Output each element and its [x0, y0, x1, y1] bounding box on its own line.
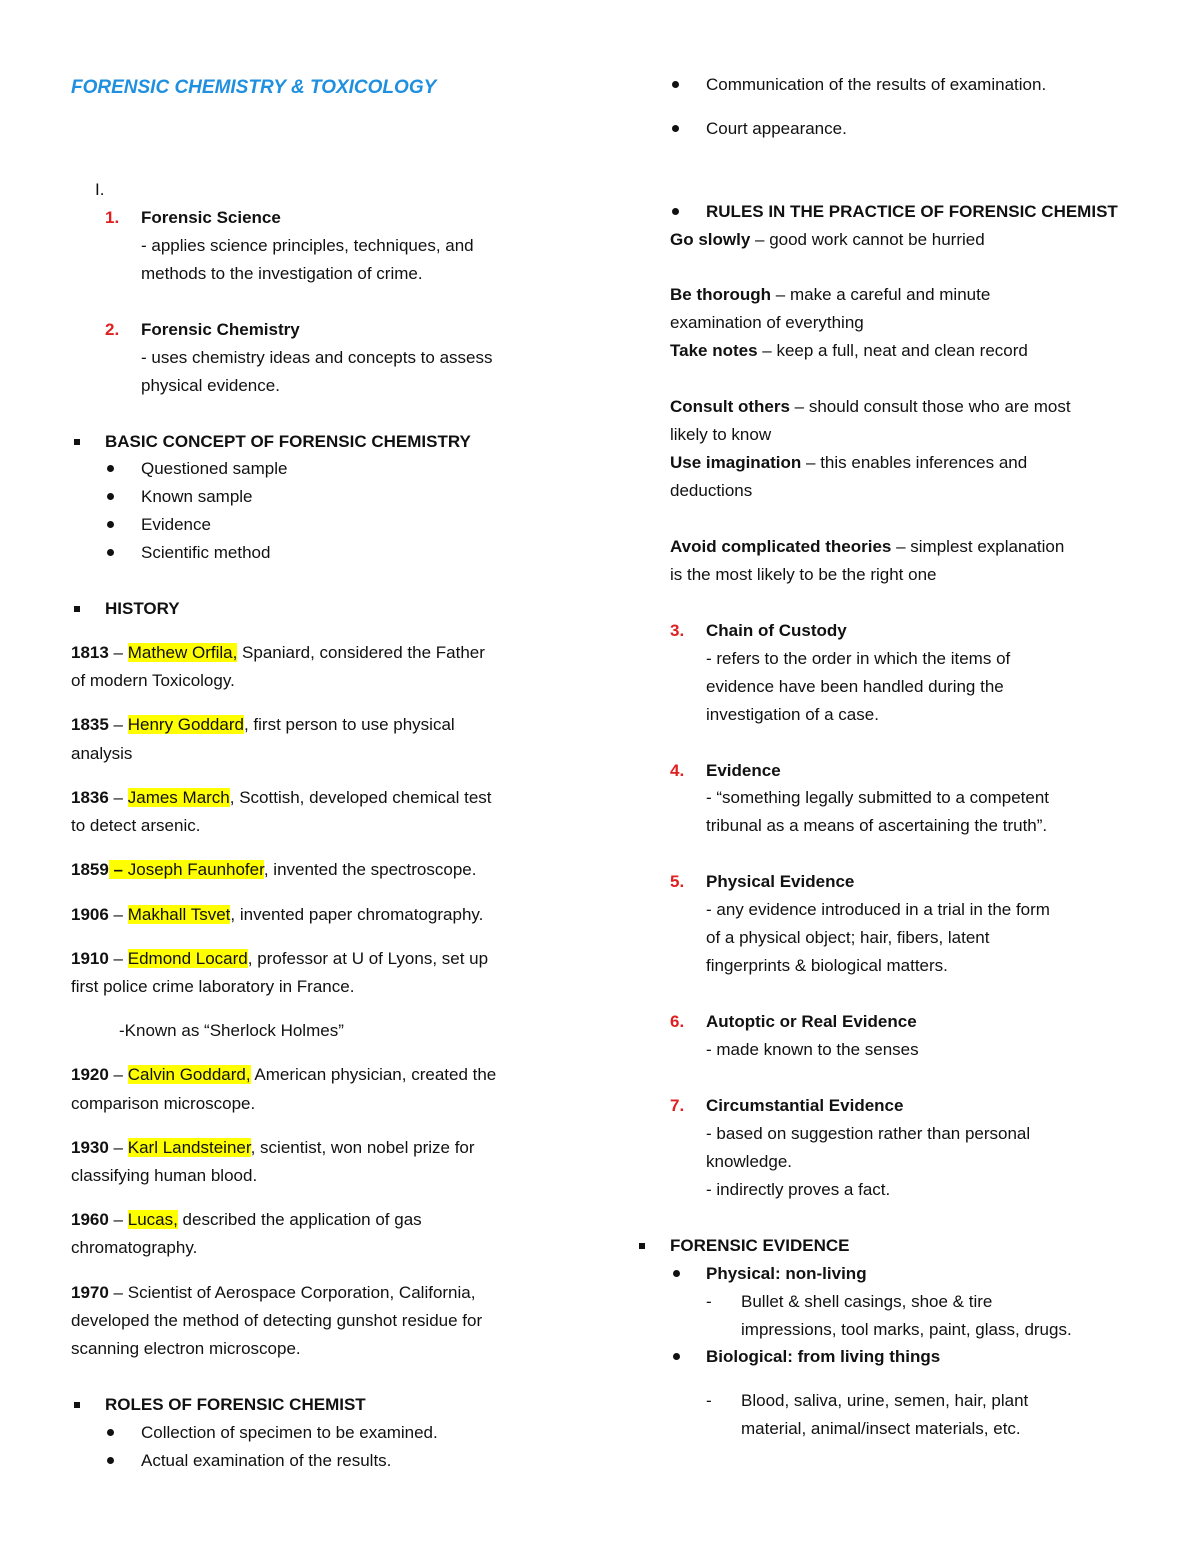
square-bullet-icon: [74, 439, 80, 445]
history-year: 1930: [71, 1138, 109, 1157]
evidence-type-desc: impressions, tool marks, paint, glass, drugs.: [741, 1320, 1072, 1339]
history-text: to detect arsenic.: [71, 816, 201, 835]
list-item: Court appearance.: [706, 119, 847, 138]
history-entry: [71, 784, 492, 812]
def-desc: physical evidence.: [141, 376, 280, 395]
rule-term: Avoid complicated theories: [670, 537, 892, 556]
def-desc: knowledge.: [706, 1152, 793, 1171]
history-name: Mathew Orfila,: [127, 643, 238, 662]
rule-text: deductions: [670, 481, 753, 500]
rule-term: Use imagination: [670, 453, 802, 472]
list-item: Actual examination of the results.: [141, 1451, 392, 1470]
evidence-type-desc: Blood, saliva, urine, semen, hair, plant: [741, 1391, 1029, 1410]
rule-entry: [670, 337, 1028, 365]
history-year: 1910: [71, 949, 109, 968]
def-term: Forensic Chemistry: [141, 320, 300, 339]
history-text: , invented paper chromatography.: [230, 905, 484, 924]
bullet-icon: [107, 1457, 114, 1464]
def-number: 7.: [670, 1096, 685, 1115]
history-year: 1859: [71, 860, 109, 879]
list-item: Evidence: [141, 515, 211, 534]
def-desc: - based on suggestion rather than personal: [706, 1124, 1031, 1143]
history-name: Lucas,: [127, 1210, 178, 1229]
history-dash: –: [108, 949, 128, 968]
list-item: Collection of specimen to be examined.: [141, 1423, 438, 1442]
history-text: , professor at U of Lyons, set up: [247, 949, 489, 968]
bullet-icon: [107, 549, 114, 556]
bullet-icon: [107, 1429, 114, 1436]
rule-text: – keep a full, neat and clean record: [757, 341, 1028, 360]
history-name: Joseph Faunhofer: [127, 860, 264, 879]
def-desc: - indirectly proves a fact.: [706, 1180, 891, 1199]
rules-heading: RULES IN THE PRACTICE OF FORENSIC CHEMIST: [706, 202, 1118, 221]
bullet-icon: [673, 1353, 680, 1360]
square-bullet-icon: [74, 606, 80, 612]
history-text: comparison microscope.: [71, 1094, 256, 1113]
def-number: 1.: [105, 208, 120, 227]
rule-text: is the most likely to be the right one: [670, 565, 937, 584]
def-term: Evidence: [706, 761, 781, 780]
bullet-icon: [672, 125, 679, 132]
history-dash: –: [108, 1065, 128, 1084]
def-desc: - applies science principles, techniques, and: [141, 236, 474, 255]
def-term: Physical Evidence: [706, 872, 855, 891]
page-title: FORENSIC CHEMISTRY & TOXICOLOGY: [71, 77, 437, 98]
rule-term: Go slowly: [670, 230, 751, 249]
section-roman-numeral: I.: [95, 180, 105, 199]
rule-text: likely to know: [670, 425, 772, 444]
evidence-type-label: Biological: from living things: [706, 1347, 941, 1366]
history-heading: HISTORY: [105, 599, 180, 618]
history-text: , Scottish, developed chemical test: [229, 788, 492, 807]
history-name: Edmond Locard: [127, 949, 248, 968]
history-entry: [71, 1279, 475, 1307]
history-entry: [71, 945, 488, 973]
history-text: American physician, created the: [250, 1065, 497, 1084]
rule-entry: [670, 393, 1071, 421]
bullet-icon: [673, 1270, 680, 1277]
def-desc: - “something legally submitted to a competent: [706, 788, 1050, 807]
roles-heading: ROLES OF FORENSIC CHEMIST: [105, 1395, 366, 1414]
history-year: 1836: [71, 788, 109, 807]
history-entry: [71, 1134, 475, 1162]
bullet-icon: [107, 521, 114, 528]
rule-term: Consult others: [670, 397, 790, 416]
history-dash: –: [108, 788, 128, 807]
rule-text: – good work cannot be hurried: [750, 230, 985, 249]
bullet-icon: [672, 81, 679, 88]
def-desc: investigation of a case.: [706, 705, 879, 724]
history-text: chromatography.: [71, 1238, 198, 1257]
rule-text: – simplest explanation: [891, 537, 1065, 556]
def-number: 3.: [670, 621, 685, 640]
sub-dash: -: [706, 1292, 712, 1311]
history-text: , first person to use physical: [243, 715, 455, 734]
def-term: Circumstantial Evidence: [706, 1096, 904, 1115]
history-year: 1835: [71, 715, 109, 734]
square-bullet-icon: [74, 1402, 80, 1408]
bullet-icon: [107, 465, 114, 472]
history-entry: [71, 901, 483, 929]
rule-text: – this enables inferences and: [801, 453, 1028, 472]
history-text: first police crime laboratory in France.: [71, 977, 355, 996]
sub-dash: -: [706, 1391, 712, 1410]
def-term: Chain of Custody: [706, 621, 847, 640]
history-dash: –: [108, 860, 128, 879]
def-number: 5.: [670, 872, 685, 891]
history-dash: –: [108, 1210, 128, 1229]
def-desc: tribunal as a means of ascertaining the truth”.: [706, 816, 1048, 835]
rule-entry: [670, 533, 1064, 561]
history-name: James March: [127, 788, 230, 807]
bullet-icon: [672, 208, 679, 215]
history-year: 1970: [71, 1283, 109, 1302]
def-number: 4.: [670, 761, 685, 780]
basic-concept-heading: BASIC CONCEPT OF FORENSIC CHEMISTRY: [105, 432, 471, 451]
history-text: Spaniard, considered the Father: [237, 643, 485, 662]
def-desc: of a physical object; hair, fibers, latent: [706, 928, 990, 947]
square-bullet-icon: [639, 1243, 645, 1249]
def-desc: - uses chemistry ideas and concepts to assess: [141, 348, 493, 367]
rule-term: Be thorough: [670, 285, 772, 304]
forensic-evidence-heading: FORENSIC EVIDENCE: [670, 1236, 850, 1255]
history-text: classifying human blood.: [71, 1166, 258, 1185]
rule-entry: [670, 281, 990, 309]
history-dash: –: [108, 1138, 128, 1157]
def-desc: - refers to the order in which the items of: [706, 649, 1011, 668]
def-number: 6.: [670, 1012, 685, 1031]
evidence-type-desc: Bullet & shell casings, shoe & tire: [741, 1292, 993, 1311]
history-text: of modern Toxicology.: [71, 671, 235, 690]
history-text: described the application of gas: [177, 1210, 422, 1229]
history-text: analysis: [71, 744, 133, 763]
history-year: 1813: [71, 643, 109, 662]
history-dash: –: [108, 715, 128, 734]
history-name: Karl Landsteiner: [127, 1138, 251, 1157]
def-number: 2.: [105, 320, 120, 339]
rule-text: – should consult those who are most: [789, 397, 1071, 416]
list-item: Communication of the results of examination.: [706, 75, 1047, 94]
rule-entry: [670, 449, 1027, 477]
history-entry: [71, 639, 485, 667]
history-text: , scientist, won nobel prize for: [250, 1138, 475, 1157]
bullet-icon: [107, 493, 114, 500]
def-desc: - any evidence introduced in a trial in the form: [706, 900, 1050, 919]
def-desc: - made known to the senses: [706, 1040, 919, 1059]
history-year: 1920: [71, 1065, 109, 1084]
def-term: Forensic Science: [141, 208, 281, 227]
history-entry: [71, 1206, 422, 1234]
list-item: Scientific method: [141, 543, 271, 562]
def-desc: evidence have been handled during the: [706, 677, 1004, 696]
history-entry: [71, 1061, 496, 1089]
list-item: Known sample: [141, 487, 253, 506]
history-entry: [71, 856, 476, 884]
history-name: Calvin Goddard,: [127, 1065, 251, 1084]
locard-note: -Known as “Sherlock Holmes”: [119, 1021, 344, 1040]
evidence-type-label: Physical: non-living: [706, 1264, 867, 1283]
rule-text: – make a careful and minute: [771, 285, 991, 304]
rule-text: examination of everything: [670, 313, 864, 332]
history-year: 1906: [71, 905, 109, 924]
list-item: Questioned sample: [141, 459, 288, 478]
history-entry: [71, 711, 455, 739]
history-text: , invented the spectroscope.: [263, 860, 477, 879]
evidence-type-desc: material, animal/insect materials, etc.: [741, 1419, 1021, 1438]
history-name: Henry Goddard: [127, 715, 244, 734]
rule-term: Take notes: [670, 341, 758, 360]
history-year: 1960: [71, 1210, 109, 1229]
def-desc: fingerprints & biological matters.: [706, 956, 948, 975]
history-dash: –: [108, 643, 128, 662]
rule-entry: [670, 226, 985, 254]
history-text: developed the method of detecting gunshot residue for: [71, 1311, 483, 1330]
history-name: Makhall Tsvet: [127, 905, 231, 924]
def-desc: methods to the investigation of crime.: [141, 264, 423, 283]
history-text: scanning electron microscope.: [71, 1339, 301, 1358]
history-text: – Scientist of Aerospace Corporation, California,: [108, 1283, 476, 1302]
history-dash: –: [108, 905, 128, 924]
def-term: Autoptic or Real Evidence: [706, 1012, 917, 1031]
